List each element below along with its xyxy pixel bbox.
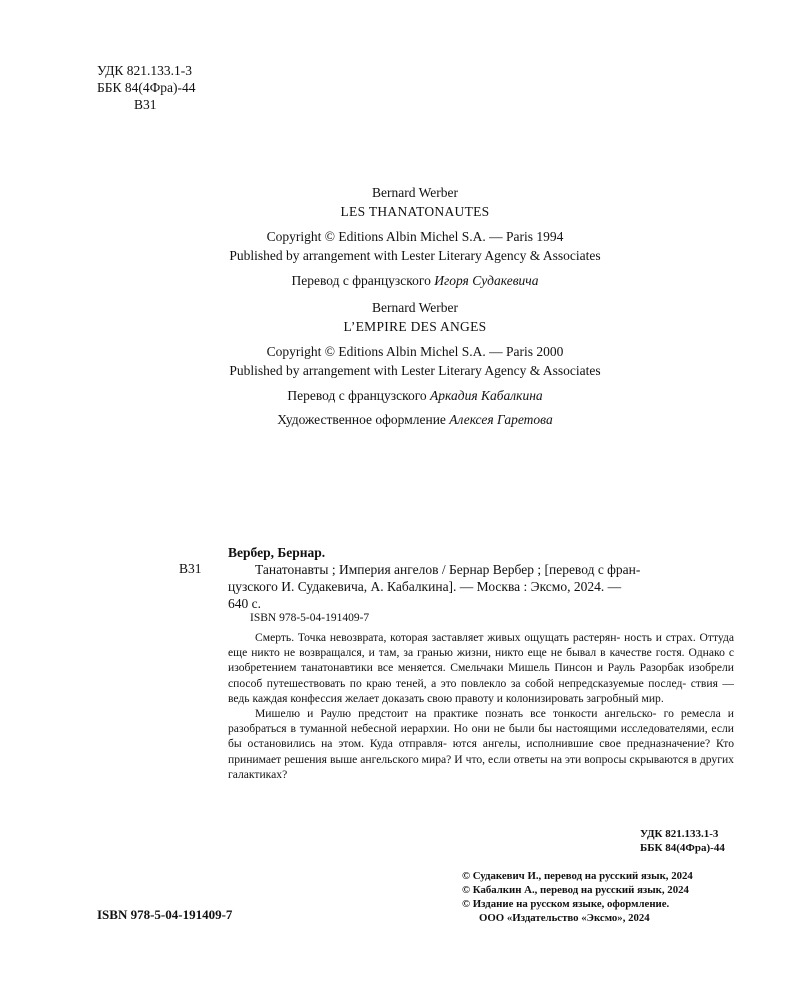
udk-code: УДК 821.133.1-3 [640,828,719,840]
author-mark: В31 [134,97,157,112]
catalog-codes-bottom [640,827,725,855]
bbk-code: ББК 84(4Фра)-44 [97,80,196,95]
design-label: Художественное оформление [277,412,446,427]
bib-line-2: цузского И. Судакевича, А. Кабалкина]. — Москва : Эксмо, 2024. — [228,579,622,594]
udk-code: УДК 821.133.1-3 [97,63,193,78]
abstract-paragraph-2: Мишелю и Раулю предстоит на практике познать все тонкости ангельско- го ремесла и разобраться в туманной небесной иерархии. Но они не были бы настоящими исследователями, если бы остановились на этом. Куда отправля- ются ангелы, исполнившие свое предназначение? Кто принимает решения выше ангельского мира? И что, если ответы на эти вопросы скрываются в других галактиках? [228,707,734,781]
bib-author-mark: В31 [179,561,202,576]
designer-name: Алексея Гаретова [449,412,553,427]
copyright-line: © Кабалкин А., перевод на русский язык, 2024 [462,884,689,896]
design-credit [120,410,710,429]
copyright-notices [462,869,693,925]
book2-title: L’EMPIRE DES ANGES [343,319,487,334]
abstract-paragraph-1: Смерть. Точка невозврата, которая заставляет живых ощущать растерян- ность и страх. Оттуда еще никто не возвращался, и там, за гранью жизни, никто еще не бывал в качестве гостя. Однако с изобретением танатонавтики все меняется. Смельчаки Мишель Пинсон и Рауль Разорбак изобрели способ путешествовать по краю теней, а это повлекло за собой непредсказуемые послед- ствия — ведь каждая конфессия желает доказать свою правоту и колонизировать загробный мир. [228,631,735,705]
abstract [228,630,734,782]
translator-name: Аркадия Кабалкина [430,388,543,403]
bib-line-1: Танатонавты ; Империя ангелов / Бернар Вербер ; [перевод с фран- [255,562,641,577]
book2-published: Published by arrangement with Lester Literary Agency & Associates [229,363,601,378]
book1-title: LES THANATONAUTES [340,204,490,219]
book1-copyright: Copyright © Editions Albin Michel S.A. — Paris 1994 [266,229,564,244]
catalog-codes-top [97,62,196,113]
copyright-line: © Судакевич И., перевод на русский язык, 2024 [462,870,693,882]
bbk-code: ББК 84(4Фра)-44 [640,842,725,854]
translation-label: Перевод с французского [287,388,427,403]
book2-translation [120,386,710,405]
book1-credits [120,183,710,290]
book2-copyright: Copyright © Editions Albin Michel S.A. — Paris 2000 [266,344,564,359]
book1-translation [120,271,710,290]
copyright-line: © Издание на русском языке, оформление. [462,898,670,910]
book1-author: Bernard Werber [372,185,458,200]
copyright-line: ООО «Издательство «Эксмо», 2024 [479,912,650,924]
isbn-bottom: ISBN 978-5-04-191409-7 [97,907,233,922]
bib-author-heading: Вербер, Бернар. [228,545,326,560]
bib-line-3: 640 с. [228,596,261,611]
book2-credits [120,298,710,405]
book2-author: Bernard Werber [372,300,458,315]
bib-isbn: ISBN 978-5-04-191409-7 [250,612,370,624]
bibliographic-record [228,544,734,612]
translator-name: Игоря Судакевича [434,273,539,288]
book1-published: Published by arrangement with Lester Literary Agency & Associates [229,248,601,263]
translation-label: Перевод с французского [291,273,431,288]
